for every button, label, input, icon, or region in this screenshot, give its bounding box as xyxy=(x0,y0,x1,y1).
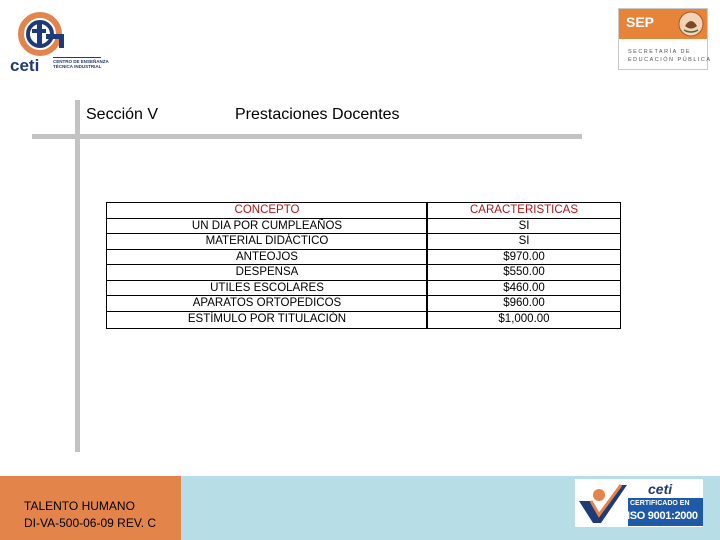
ceti-subtitle-line2: TÉCNICA INDUSTRIAL xyxy=(53,64,102,69)
concept-cell: APARATOS ORTOPEDICOS xyxy=(107,296,427,312)
mexico-seal-icon xyxy=(678,11,704,37)
vertical-rule xyxy=(75,100,80,452)
characteristics-header: CARACTERISTICAS xyxy=(428,203,620,219)
sep-subtitle xyxy=(628,48,712,64)
concept-cell: MATERIAL DIDÁCTICO xyxy=(107,234,427,250)
ceti-wordmark: ceti xyxy=(10,56,40,75)
page-title: Prestaciones Docentes xyxy=(235,106,400,123)
value-cell: $550.00 xyxy=(428,265,620,281)
value-cell: $1,000.00 xyxy=(498,312,550,325)
horizontal-rule xyxy=(32,134,582,139)
sep-subtitle-line1: SECRETARÍA DE xyxy=(628,49,692,55)
concept-cell: DESPENSA xyxy=(107,265,427,281)
sep-subtitle-line2: EDUCACIÓN PÚBLICA xyxy=(628,57,712,63)
benefits-table xyxy=(106,202,621,329)
value-cell: $460.00 xyxy=(428,281,620,297)
footer-department: TALENTO HUMANO xyxy=(24,499,135,513)
value-cell: SI xyxy=(428,219,620,235)
certification-line2: ISO 9001:2000 xyxy=(627,510,698,522)
ceti-divider xyxy=(53,57,101,58)
checkmark-icon xyxy=(577,481,627,525)
value-cell: SI xyxy=(428,234,620,250)
concept-cell: ANTEOJOS xyxy=(107,250,427,266)
footer-doc-code: DI-VA-500-06-09 REV. C xyxy=(24,516,157,530)
concept-cell: UN DIA POR CUMPLEAÑOS xyxy=(107,219,427,235)
certification-name: ceti xyxy=(648,481,673,497)
value-cell: $970.00 xyxy=(428,250,620,266)
value-cell: $960.00 xyxy=(428,296,620,312)
concept-cell: ESTÍMULO POR TITULACIÓN xyxy=(187,312,347,325)
ceti-subtitle-line1: CENTRO DE ENSEÑANZA xyxy=(53,59,109,64)
concept-column xyxy=(107,203,427,327)
concept-header: CONCEPTO xyxy=(107,203,427,219)
concept-cell: UTILES ESCOLARES xyxy=(107,281,427,297)
certification-line1: CERTIFICADO EN xyxy=(630,500,690,507)
sep-acronym: SEP xyxy=(626,14,655,30)
ceti-subtitle xyxy=(53,59,109,69)
section-label: Sección V xyxy=(86,106,159,123)
characteristics-column xyxy=(428,203,620,327)
